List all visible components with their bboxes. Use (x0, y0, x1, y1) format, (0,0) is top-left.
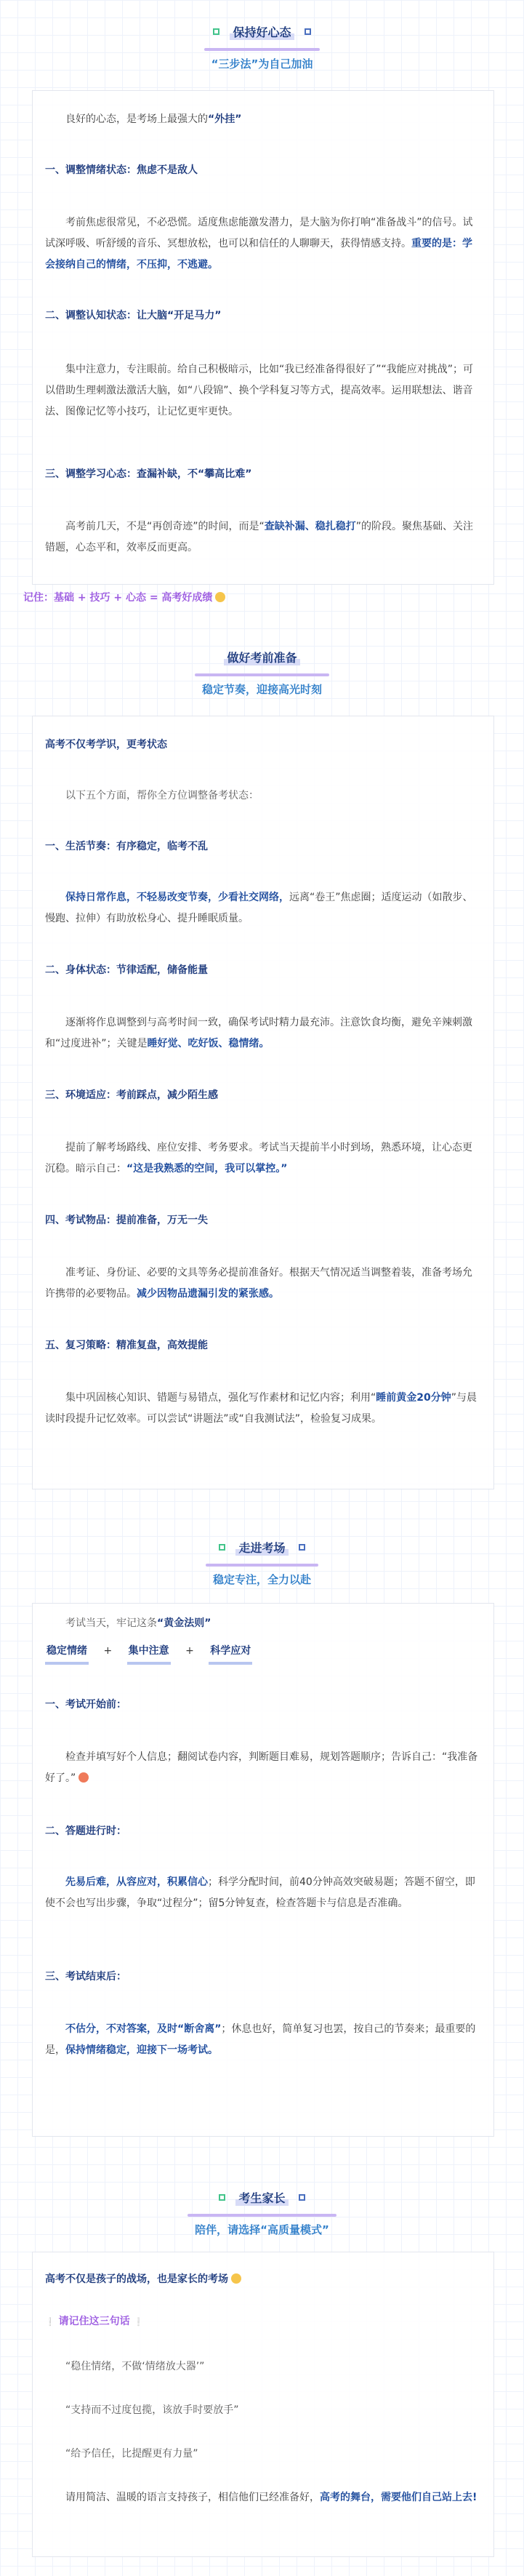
square-icon (299, 2194, 305, 2201)
highlight-text: 保持情绪稳定，迎接下一场考试。 (65, 2044, 218, 2056)
section-heading: 三、环境适应：考前踩点，减少陌生感 (45, 1089, 218, 1101)
section-subtitle-text: “三步法”为自己加油 (211, 57, 313, 71)
square-icon (305, 28, 311, 35)
paragraph (45, 1747, 481, 1789)
paragraph (45, 516, 481, 559)
paragraph: 集中注意力，专注眼前。给自己积极暗示，比如“我已经准备得很好了”“我能应对挑战”；可以借助生理刺激法激活大脑，如“八段锦”、换个学科复习等方式，提高效率。运用联想法、谐音法、图像记忆等小技巧，让记忆更牢更快。 (45, 364, 474, 417)
section-subtitle (195, 2222, 329, 2237)
highlight-text: 先易后难，从容应对，积累信心 (65, 1876, 208, 1888)
section-subtitle (202, 681, 322, 697)
text: 考试当天，牢记这条 (65, 1617, 157, 1629)
highlight-text: “黄金法则” (157, 1617, 211, 1629)
paragraph (45, 2019, 481, 2061)
rule-tag: 集中注意 (127, 1641, 171, 1665)
section-subtitle (211, 56, 313, 71)
section-lead: 高考不仅考学识，更考状态 (45, 739, 167, 751)
plus-sign: + (103, 1645, 113, 1657)
section-heading: 四、考试物品：提前准备，万无一失 (45, 1215, 208, 1226)
paragraph (45, 1137, 481, 1180)
section-header-preparation (0, 649, 524, 697)
text: 良好的心态，是考场上最强大的 (65, 113, 208, 125)
section-header-mindset (0, 23, 524, 71)
text: ；休息也好，简单复习也罢，按自己的节奏来；最重要的是， (45, 2023, 476, 2056)
victory-hand-icon (215, 592, 225, 602)
text: ”与晨读时段提升记忆效率。可以尝试“讲题法”或“自我测试法”，检验复习成果。 (45, 1392, 477, 1425)
text: 集中巩固核心知识、错题与易错点，强化写作素材和记忆内容；利用“ (65, 1392, 376, 1404)
paragraph (45, 1012, 481, 1055)
subtitle-bar (204, 48, 321, 51)
section-header-parents (0, 2189, 524, 2237)
exclamation-icon: ❕ (45, 2317, 55, 2327)
highlight-text: 保持日常作息，不轻易改变节奏，少看社交网络， (65, 892, 289, 903)
section-subtitle (213, 1572, 311, 1587)
section-heading: 二、答题进行时： (45, 1825, 126, 1837)
rule-tag: 稳定情绪 (45, 1641, 89, 1665)
section-heading: 一、生活节奏：有序稳定，临考不乱 (45, 841, 208, 852)
exclamation-icon: ❕ (133, 2317, 144, 2327)
memo-text: 记住：基础 + 技巧 + 心态 = 高考好成绩 (23, 592, 213, 604)
highlight-text: 睡前黄金20分钟 (376, 1392, 451, 1404)
section-title: 保持好心态 (230, 23, 294, 40)
section-heading: 五、复习策略：精准复盘，高效提能 (45, 1340, 208, 1351)
section-title: 走进考场 (235, 1539, 288, 1556)
text: 考前焦虑很常见，不必恐慌。适度焦虑能激发潜力，是大脑为你打响“准备战斗”的信号。试试深呼吸、听舒缓的音乐、冥想放松，也可以和信任的人聊聊天，获得情感支持。 (45, 217, 473, 249)
text: 远离“卷王”焦虑圈；适度运动（如散步、慢跑、拉伸）有助放松身心、提升睡眠质量。 (45, 892, 473, 924)
section-heading: 一、考试开始前： (45, 1699, 126, 1711)
text: 高考前几天，不是“再创奇迹”的时间，而是“ (65, 521, 265, 532)
highlight-text: 不估分，不对答案，及时“断舍离” (65, 2023, 222, 2035)
text: 提前了解考场路线、座位安排、考务要求。考试当天提前半小时到场，熟悉环境，让心态更沉稳。暗示自己： (45, 1142, 472, 1175)
text: 高考不仅是孩子的战场，也是家长的考场 (45, 2273, 228, 2285)
quote: “稳住情绪，不做‘情绪放大器’” (65, 2361, 205, 2372)
section-heading: 二、身体状态：节律适配，储备能量 (45, 964, 208, 976)
subtitle-bar (195, 673, 329, 676)
paragraph (45, 887, 481, 929)
highlight-text: “这是我熟悉的空间，我可以掌控。” (126, 1163, 288, 1175)
section-title: 做好考前准备 (224, 649, 299, 665)
paragraph: 以下五个方面，帮你全方位调整备考状态： (65, 790, 259, 801)
remember-line (45, 2311, 481, 2332)
paragraph (45, 2487, 481, 2508)
section-title: 考生家长 (235, 2189, 288, 2206)
text: ；科学分配时间，前40分钟高效突破易题；答题不留空，即使不会也写出步骤，争取“过程分”；留5分钟复查，检查答题卡与信息是否准确。 (45, 1876, 475, 1909)
square-icon (219, 1544, 225, 1551)
paragraph (45, 1388, 481, 1430)
paragraph (45, 1263, 481, 1305)
section-subtitle-text: 稳定节奏，迎接高光时刻 (201, 683, 322, 696)
highlight-text: 查缺补漏、稳扎稳打 (264, 521, 356, 532)
section-subtitle-text: 稳定专注，全力以赴 (212, 1573, 311, 1586)
highlight-text: 睡好觉、吃好饭、稳情绪。 (147, 1038, 270, 1049)
square-icon (299, 1544, 305, 1551)
highlight-text: 高考的舞台，需要他们自己站上去! (320, 2492, 477, 2503)
square-icon (219, 2194, 225, 2201)
highlight-text: “外挂” (208, 113, 242, 125)
section-heading: 三、考试结束后： (45, 1971, 126, 1983)
quote: “支持而不过度包揽，该放手时要放手” (65, 2404, 239, 2416)
text: ”的阶段。聚焦基础、关注错题，心态平和，效率反而更高。 (45, 521, 474, 553)
remember-text: 请记住这三句话 (58, 2316, 130, 2327)
highlight-text: 重要的是：学会接纳自己的情绪，不压抑，不逃避。 (45, 238, 472, 271)
subtitle-bar (188, 2214, 336, 2217)
section-heading: 三、调整学习心态：查漏补缺，不“攀高比难” (45, 468, 252, 480)
paragraph (45, 1872, 481, 1914)
section-lead (45, 2269, 481, 2290)
highlight-text: 减少因物品遗漏引发的紧张感。 (137, 1288, 279, 1300)
subtitle-bar (206, 1564, 318, 1567)
paragraph (45, 212, 481, 276)
section-heading: 二、调整认知状态：让大脑“开足马力” (45, 310, 222, 321)
plus-sign: + (185, 1645, 194, 1657)
text: 准考证、身份证、必要的文具等务必提前准备好。根据天气情况适当调整着装，准备考场允许携带的必要物品。 (45, 1267, 472, 1300)
text: 逐渐将作息调整到与高考时间一致，确保考试时精力最充沛。注意饮食均衡，避免辛辣刺激和“过度进补”；关键是 (45, 1017, 472, 1049)
square-icon (213, 28, 219, 35)
rule-tag: 科学应对 (209, 1641, 252, 1665)
paragraph (45, 1613, 481, 1634)
memo-line (23, 588, 459, 609)
golden-rules (45, 1641, 481, 1665)
paragraph (45, 109, 481, 130)
section-header-exam-room (0, 1539, 524, 1587)
section-heading: 一、调整情绪状态：焦虑不是敌人 (45, 164, 198, 176)
ok-hand-icon (231, 2273, 241, 2284)
text: 检查并填写好个人信息；翻阅试卷内容，判断题目难易，规划答题顺序；告诉自己：“我准备好了。” (45, 1751, 478, 1784)
text: 请用简洁、温暖的语言支持孩子，相信他们已经准备好， (65, 2492, 320, 2503)
section-subtitle-text: 陪伴，请选择“高质量模式” (195, 2223, 329, 2236)
quote: “给予信任，比提醒更有力量” (65, 2448, 198, 2460)
flexed-arm-icon (78, 1772, 89, 1783)
